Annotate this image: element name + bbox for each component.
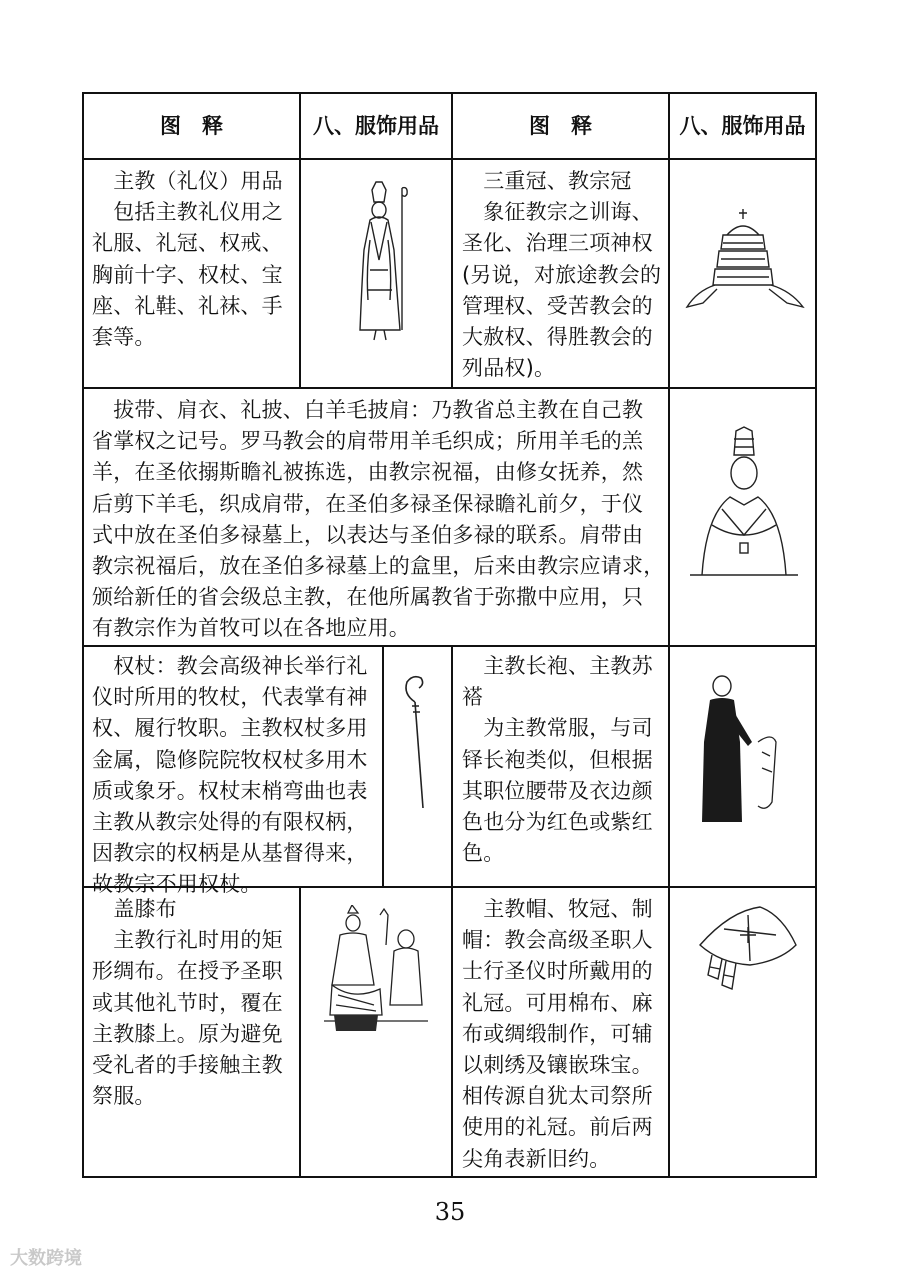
bishop-items-text: 主教（礼仪）用品 包括主教礼仪用之 礼服、礼冠、权戒、 胸前十字、权杖、宝 座、礼鞋、礼袜、手 套等。 <box>92 169 283 350</box>
row2-divider <box>82 645 817 647</box>
bishop-figure-illustration <box>340 180 420 345</box>
table-border-right <box>815 92 817 1178</box>
page-number: 35 <box>434 1198 466 1226</box>
row1-divider <box>82 387 817 389</box>
gremial-text: 盖膝布 主教行礼时用的矩 形绸布。在授予圣职 或其他礼节时，覆在 主教膝上。原为避免 受礼者的手接触主教 祭服。 <box>92 897 283 1109</box>
vline-r3-a <box>382 645 384 888</box>
header-col4: 八、服饰用品 <box>679 114 806 138</box>
cassock-text: 主教长袍、主教苏 褡 为主教常服，与司 铎长袍类似，但根据 其职位腰带及衣边颜 色也分为红色或紫红 色。 <box>462 654 653 866</box>
crozier-text: 权杖：教会高级神长举行礼 仪时所用的牧杖，代表掌有神 权、履行牧职。主教权杖多用 金属，隐修院院牧权杖多用木 质或象牙。权杖末梢弯曲也表 主教从教宗处得的有限权柄， 因教宗的权柄是从基督得来， 故教宗不用权杖。 <box>92 654 368 897</box>
bishop-cassock-illustration <box>692 672 792 832</box>
pallium-text: 拔带、肩衣、礼披、白羊毛披肩：乃教省总主教在自己教 省掌权之记号。罗马教会的肩带用羊毛织成；所用羊毛的羔 羊，在圣依搦斯瞻礼被拣选，由教宗祝福，由修女抚养，然 后剪下羊毛，织成肩带，在圣伯多禄圣保禄瞻礼前夕，于仪 式中放在圣伯多禄墓上，以表达与圣伯多禄的联系。肩带由 教宗祝福后，放在圣伯多禄墓上的盒里，后来由教宗应请求， 颁给新任的省会级总主教，在他所属教省于弥撒中应用，只 有教宗作为首牧可以在各地应用。 <box>92 398 665 641</box>
vline-r3-b <box>451 645 453 888</box>
triple-crown-illustration <box>683 205 808 315</box>
crozier-illustration <box>397 672 437 812</box>
watermark-text: 大数跨境 <box>10 1248 82 1269</box>
gremial-scene-illustration <box>318 905 433 1035</box>
table-border-left <box>82 92 84 1178</box>
header-col1: 图 释 <box>160 114 223 138</box>
header-col2: 八、服饰用品 <box>313 114 439 138</box>
header-col3: 图 释 <box>529 114 592 138</box>
vline-col3 <box>668 92 670 1178</box>
table-border-bottom <box>82 1176 817 1178</box>
mitre-illustration <box>690 905 805 1005</box>
pope-bust-illustration <box>682 425 807 580</box>
mitre-text: 主教帽、牧冠、制 帽：教会高级圣职人 士行圣仪时所戴用的 礼冠。可用棉布、麻 布或绸缎制作，可辅 以刺绣及镶嵌珠宝。 相传源自犹太司祭所 使用的礼冠。前后两 尖角表新旧约。 <box>462 897 653 1171</box>
tiara-text: 三重冠、教宗冠 象征教宗之训诲、 圣化、治理三项神权 (另说，对旅途教会的 管理权、受苦教会的 大赦权、得胜教会的 列品权)。 <box>462 169 662 381</box>
vline-r4-a <box>299 886 301 1178</box>
vline-r4-b <box>451 886 453 1178</box>
